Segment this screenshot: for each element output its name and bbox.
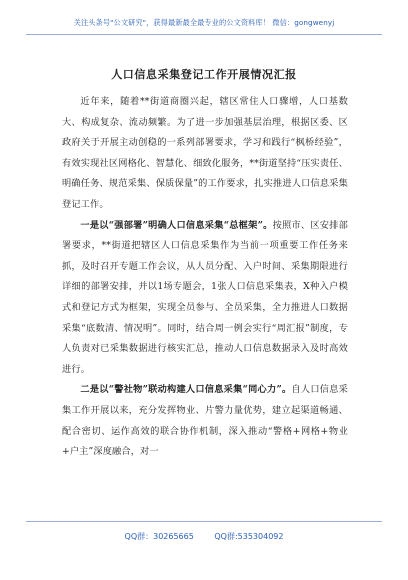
header-banner: 关注头条号"公文研究"，获得最新最全最专业的公文资料库！ 微信：gongwenyj <box>73 18 335 27</box>
header-divider <box>26 34 382 35</box>
section-one-heading: 一是以“强部署”明确人口信息采集“总框架”。 <box>80 219 273 231</box>
document-body <box>62 92 348 463</box>
intro-paragraph: 近年来，随着**街道商圈兴起，辖区常住人口骤增，人口基数大、构成复杂、流动频繁。为了进一步加强基层治理，根据区委、区政府关于开展主动创稳的一系列部署要求，学习和践行“枫桥经验”，有效实现社区网格化、智慧化、细致化服务，**街道坚持“压实责任、明确任务、规范采集、保质保量”的工作要求，扎实推进人口信息采集登记工作。 <box>62 96 348 210</box>
document-title: 人口信息采集登记工作开展情况汇报 <box>111 68 297 81</box>
footer <box>0 531 408 542</box>
footer-qq-group-2: QQ群:535304092 <box>214 532 284 541</box>
section-two-heading: 二是以“警社物”联动构建人口信息采集“同心力”。 <box>80 384 292 396</box>
section-two-text: 自人口信息采集工作开展以来，充分发挥物业、片警力量优势，建立起渠道畅通、配合密切、运作高效的联合协作机制，深入推动“警格+网格+物业+户主”深度融合，对一 <box>62 384 348 458</box>
footer-qq-group-1: QQ群：30265665 <box>124 532 194 541</box>
section-one-text: 按照市、区安排部署要求，**街道把辖区人口信息采集作为当前一项重要工作任务来抓，及时召开专题工作会议，从人员分配、入户时间、采集期限进行详细的部署安排，并以1场专题会，1张人口信息采集表，X种入户模式和登记方式为框架，实现全员参与、全员采集，全力推进人口数据采集“底数清、情况明”。同时，结合周一例会实行“周汇报”制度，专人负责对已采集数据进行核实汇总，推动人口信息数据录入及时高效进行。 <box>62 219 349 375</box>
section-one-paragraph <box>62 216 348 381</box>
section-two-paragraph <box>62 380 348 462</box>
footer-divider <box>26 521 382 522</box>
